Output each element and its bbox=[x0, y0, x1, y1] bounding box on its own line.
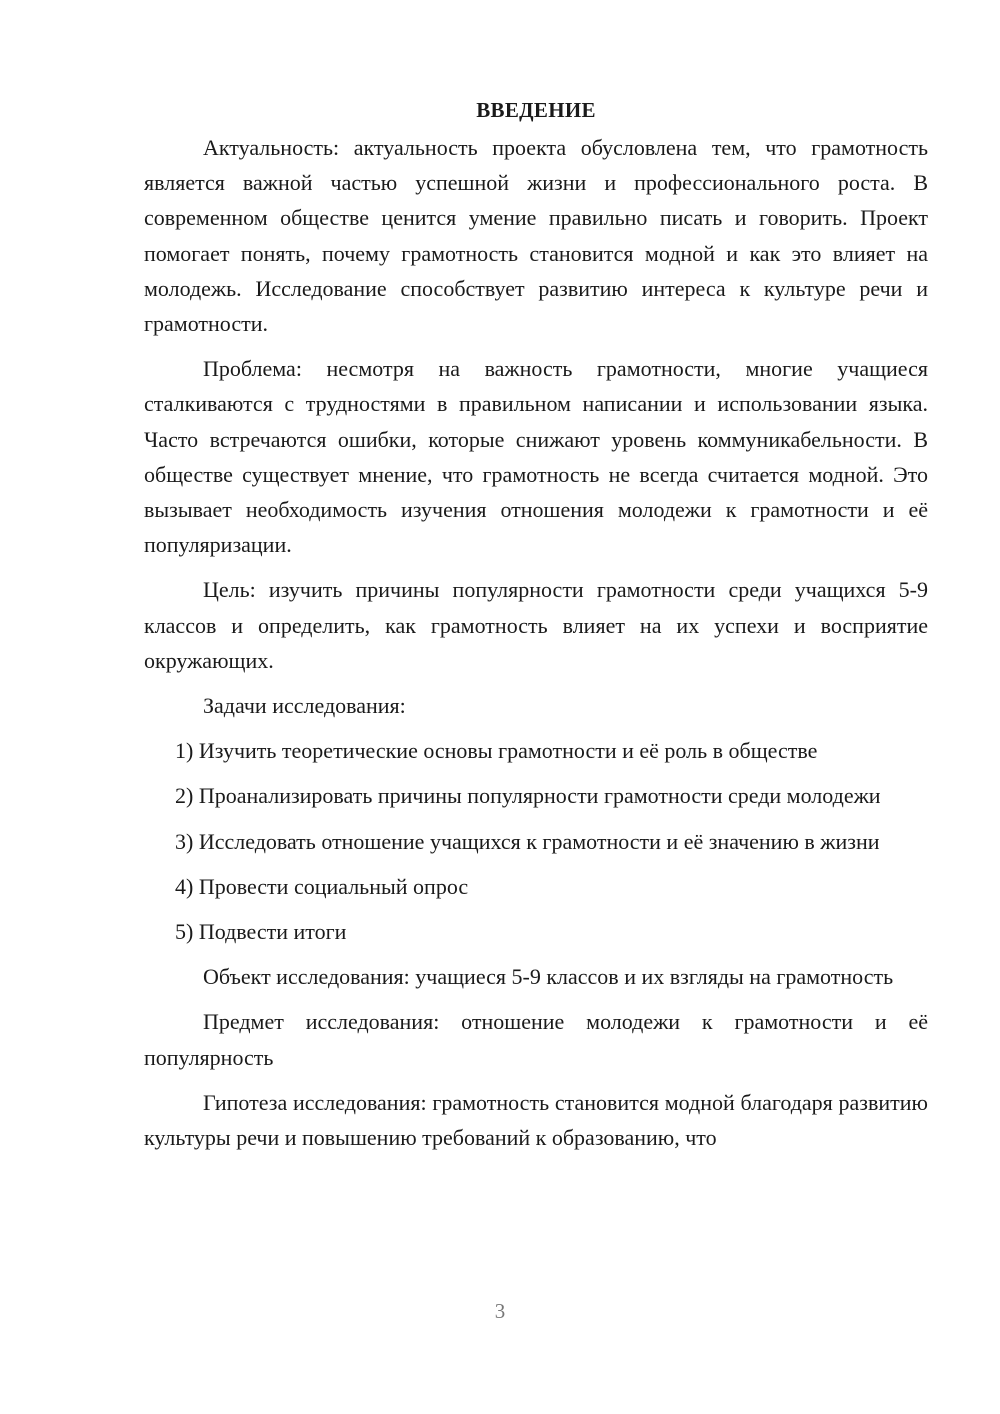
task-item-1: 1) Изучить теоретические основы грамотности и её роль в обществе bbox=[175, 738, 818, 764]
task-item-3: 3) Исследовать отношение учащихся к грамотности и её значению в жизни bbox=[175, 828, 880, 854]
subject-paragraph: Предмет исследования: отношение молодежи к грамотности и её популярность bbox=[144, 1009, 928, 1070]
task-item-4: 4) Провести социальный опрос bbox=[175, 873, 469, 899]
goal-paragraph: Цель: изучить причины популярности грамотности среди учащихся 5-9 классов и определить, как грамотность влияет на их успехи и восприятие окружающих. bbox=[144, 577, 928, 673]
tasks-heading: Задачи исследования: bbox=[203, 693, 406, 719]
section-title: ВВЕДЕНИЕ bbox=[476, 98, 596, 122]
task-item-5: 5) Подвести итоги bbox=[175, 919, 347, 945]
relevance-paragraph: Актуальность: актуальность проекта обусловлена тем, что грамотность является важной частью успешной жизни и профессионального роста. В современном обществе ценится умение правильно писать и говорить. Проект помогает понять, почему грамотность становится модной и как это влияет на молодежь. Исследование способствует развитию интереса к культуре речи и грамотности. bbox=[144, 135, 928, 337]
document-page bbox=[144, 95, 928, 1165]
problem-paragraph: Проблема: несмотря на важность грамотности, многие учащиеся сталкиваются с трудностями в правильном написании и использовании языка. Часто встречаются ошибки, которые снижают уровень коммуникабельности. В обществе существует мнение, что грамотность не всегда считается модной. Это вызывает необходимость изучения отношения молодежи к грамотности и её популяризации. bbox=[144, 356, 928, 558]
task-item-2: 2) Проанализировать причины популярности грамотности среди молодежи bbox=[175, 783, 881, 809]
page-number: 3 bbox=[494, 1299, 506, 1323]
object-paragraph: Объект исследования: учащиеся 5-9 классов и их взгляды на грамотность bbox=[203, 964, 894, 990]
hypothesis-paragraph: Гипотеза исследования: грамотность становится модной благодаря развитию культуры речи и повышению требований к образованию, что bbox=[144, 1089, 928, 1151]
